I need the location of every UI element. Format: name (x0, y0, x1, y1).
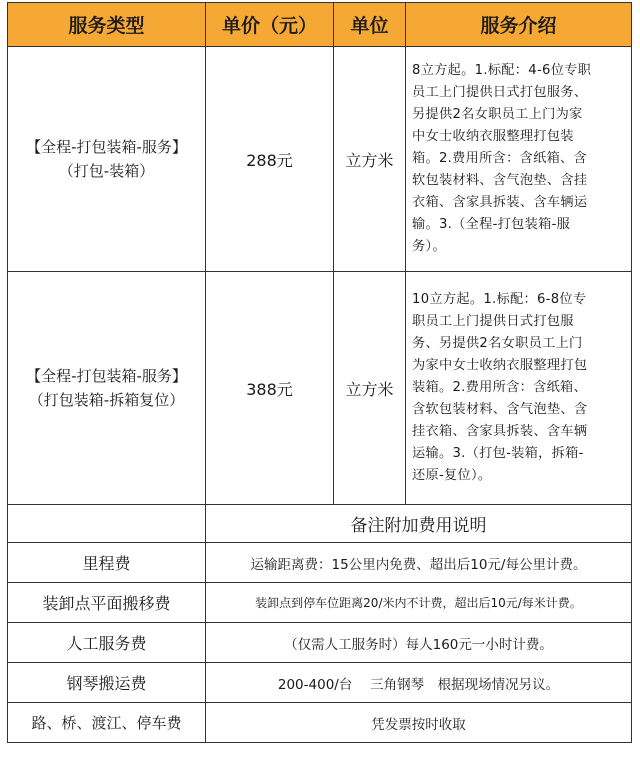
description-line: 挂衣箱、含家具拆装、含车辆 (412, 424, 588, 439)
service-price: 388元 (206, 272, 334, 505)
service-name-cell (8, 272, 206, 505)
notes-title-row (8, 505, 632, 543)
fee-name: 装卸点平面搬移费 (8, 583, 206, 623)
table-row (8, 47, 632, 272)
blank-cell (8, 505, 206, 543)
service-name-subline: （打包装箱-拆箱复位） (28, 391, 185, 409)
fee-name: 路、桥、渡江、停车费 (8, 703, 206, 743)
service-price: 288元 (206, 47, 334, 272)
description-line: 务）。 (412, 239, 446, 254)
description-line: 软包装材料、含气泡垫、含挂 (412, 173, 588, 188)
fee-description: 装卸点到停车位距离20/米内不计费，超出后10元/每米计费。 (206, 583, 632, 623)
fee-row (8, 583, 632, 623)
header-unit: 单位 (334, 3, 406, 47)
fee-row (8, 623, 632, 663)
fee-name: 里程费 (8, 543, 206, 583)
service-name-line: 【全程-打包装箱-服务】 (26, 138, 187, 156)
service-price-table (7, 2, 632, 743)
description-line: 为家中女士收纳衣服整理打包 (412, 358, 588, 373)
fee-description: 运输距离费：15公里内免费、超出后10元/每公里计费。 (206, 543, 632, 583)
fee-row (8, 703, 632, 743)
header-service-intro: 服务介绍 (406, 3, 632, 47)
service-description (406, 272, 632, 505)
description-line: 另提供2名女职员工上门为家 (412, 107, 583, 122)
fee-name: 钢琴搬运费 (8, 663, 206, 703)
table-row (8, 272, 632, 505)
description-line: 衣箱、含家具拆装、含车辆运 (412, 195, 588, 210)
description-line: 含软包装材料、含气泡垫、含 (412, 402, 588, 417)
fee-row (8, 543, 632, 583)
description-line: 职员工上门提供日式打包服 (412, 314, 574, 329)
description-line: 装箱。2.费用所含：含纸箱、 (412, 380, 588, 395)
service-unit: 立方米 (334, 272, 406, 505)
description-line: 还原-复位）。 (412, 468, 492, 483)
table-header-row (8, 3, 632, 47)
service-unit: 立方米 (334, 47, 406, 272)
notes-title: 备注附加费用说明 (206, 505, 632, 543)
header-unit-price: 单价（元） (206, 3, 334, 47)
description-line: 8立方起。1.标配：4-6位专职 (412, 63, 592, 78)
service-name-subline: （打包-装箱） (58, 162, 155, 180)
description-line: 员工上门提供日式打包服务、 (412, 85, 588, 100)
service-name-cell (8, 47, 206, 272)
fee-description: （仅需人工服务时）每人160元一小时计费。 (206, 623, 632, 663)
fee-name: 人工服务费 (8, 623, 206, 663)
description-line: 中女士收纳衣服整理打包装 (412, 129, 574, 144)
description-line: 运输。3.（打包-装箱，拆箱- (412, 446, 584, 461)
description-line: 务、另提供2名女职员工上门 (412, 336, 583, 351)
price-table-sheet (7, 2, 631, 756)
fee-row (8, 663, 632, 703)
service-description (406, 47, 632, 272)
service-name-line: 【全程-打包装箱-服务】 (26, 367, 187, 385)
description-line: 输。3.（全程-打包装箱-服 (412, 217, 571, 232)
fee-description: 200-400/台 三角钢琴 根据现场情况另议。 (206, 663, 632, 703)
fee-description: 凭发票按时收取 (206, 703, 632, 743)
description-line: 箱。2.费用所含：含纸箱、含 (412, 151, 588, 166)
header-service-type: 服务类型 (8, 3, 206, 47)
description-line: 10立方起。1.标配：6-8位专 (412, 292, 587, 307)
